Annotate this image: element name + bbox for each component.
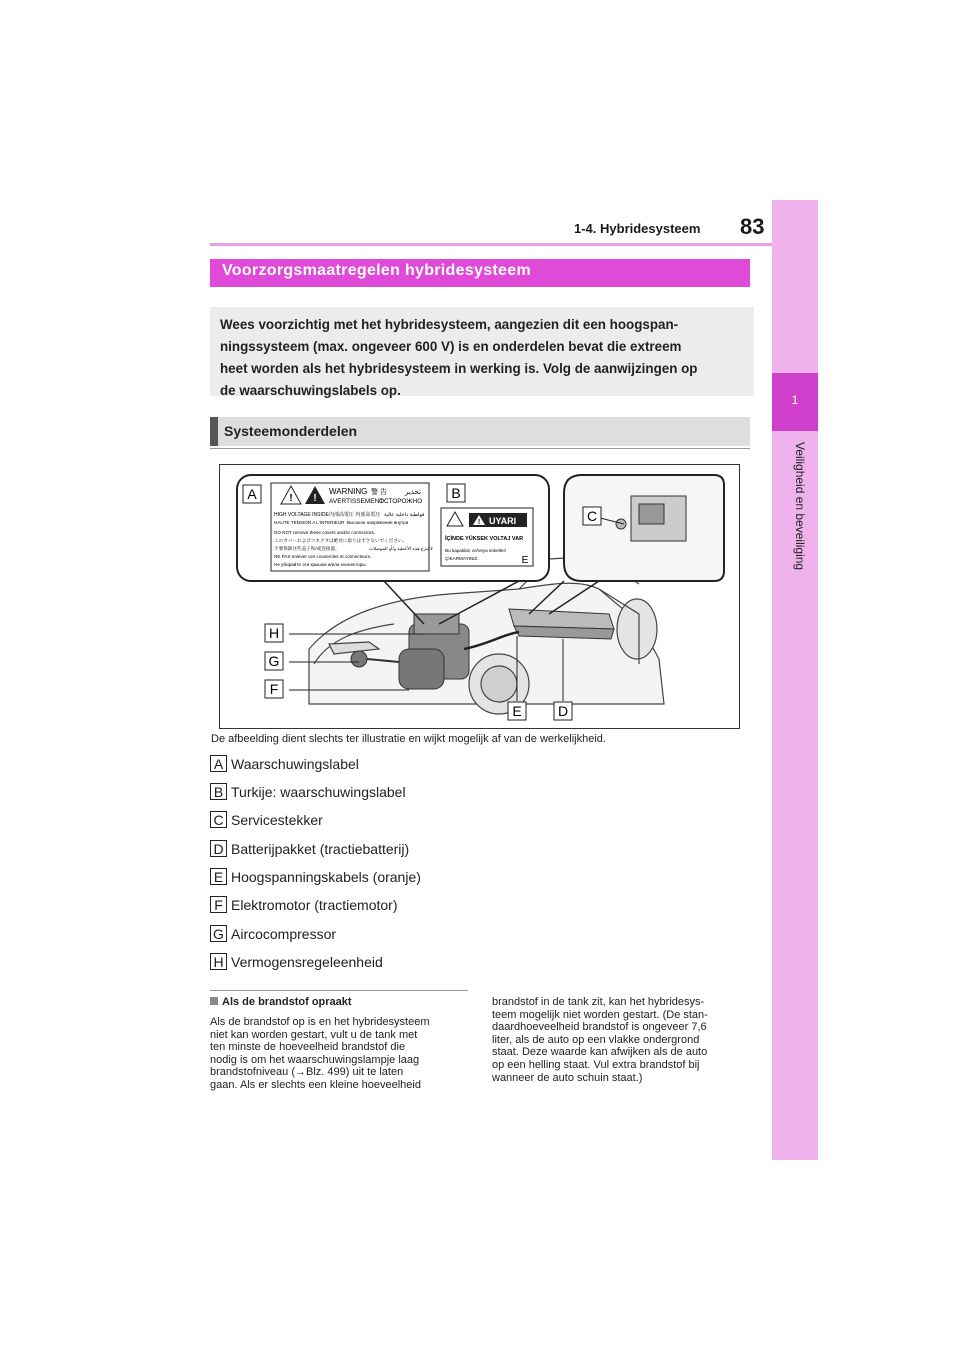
text-line: teem mogelijk niet worden gestart. (De stan- [492, 1008, 708, 1021]
warning-label-b [441, 508, 533, 566]
svg-text:!: ! [289, 493, 293, 504]
legend-letter: G [210, 925, 227, 942]
text-line: gaan. Als er slechts een kleine hoeveelheid [210, 1078, 421, 1091]
svg-text:Высокое напряжение внутри: Высокое напряжение внутри [347, 520, 409, 525]
legend-label: Hoogspanningskabels (oranje) [231, 868, 421, 885]
legend-item [210, 953, 383, 971]
svg-text:Не убирайте эти крышки и/или к: Не убирайте эти крышки и/или коннекторы. [274, 562, 367, 567]
text-line: brandstof in de tank zit, kan het hybridesys- [492, 996, 705, 1008]
svg-text:تحذير: تحذير [405, 489, 421, 496]
svg-text:このカバーおよびコネクタは絶対に取りはずさないでください。: このカバーおよびコネクタは絶対に取りはずさないでください。 [274, 538, 408, 543]
svg-text:不要拆卸这些盖子和/或连接器。: 不要拆卸这些盖子和/或连接器。 [274, 546, 340, 551]
warning-line: Wees voorzichtig met het hybridesysteem, aangezien dit een hoogspan- [220, 317, 679, 332]
legend-letter: H [210, 953, 227, 970]
warning-line: ningssysteem (max. ongeveer 600 V) is en onderdelen bevat die extreem [220, 339, 682, 354]
section-reference: 1-4. Hybridesysteem [574, 221, 701, 236]
legend-item [210, 896, 397, 914]
svg-text:Bu kapakları ve/veya soketleri: Bu kapakları ve/veya soketleri [445, 548, 507, 553]
svg-text:!: ! [313, 493, 317, 504]
legend-letter: D [210, 840, 227, 857]
svg-text:لا تنزع هذه الأغطية و/أو الموص: لا تنزع هذه الأغطية و/أو الموصلات [369, 546, 433, 551]
svg-text:UYARI: UYARI [489, 516, 517, 526]
hybrid-system-illustration [219, 464, 740, 729]
legend-letter: F [210, 896, 227, 913]
legend-item [210, 811, 323, 829]
chapter-side-tab [772, 200, 818, 1160]
svg-text:G: G [268, 653, 280, 669]
text-line: liter, als de auto op een vlakke ondergrond [492, 1033, 700, 1046]
svg-text:NE PAS enlever ces couvercles: NE PAS enlever ces couvercles et connecteurs. [274, 554, 372, 559]
legend-label: Waarschuwingslabel [231, 755, 359, 772]
svg-text:İÇİNDE YÜKSEK VOLTAJ VAR: İÇİNDE YÜKSEK VOLTAJ VAR [445, 536, 524, 542]
svg-text:E: E [512, 703, 522, 719]
svg-text:ÇIKARMAYINIZ.: ÇIKARMAYINIZ. [445, 556, 479, 561]
battery-pack-icon [509, 609, 614, 639]
svg-text:AVERTISSEMENT: AVERTISSEMENT [329, 498, 384, 505]
legend-label: Elektromotor (tractiemotor) [231, 896, 398, 913]
svg-text:WARNING: WARNING [329, 487, 368, 496]
svg-text:ОСТОРОЖНО: ОСТОРОЖНО [379, 498, 423, 505]
legend-label: Vermogensregeleenheid [231, 953, 383, 970]
subheading: Systeemonderdelen [224, 423, 358, 439]
subheading-rule [210, 448, 750, 449]
legend-item [210, 783, 406, 801]
text-line: ten minste de hoeveelheid brandstof die [210, 1041, 406, 1054]
svg-text:B: B [451, 485, 461, 501]
legend-letter: E [210, 868, 227, 885]
chapter-number: 1 [791, 393, 799, 407]
header-rule [210, 243, 790, 246]
svg-text:H: H [268, 625, 280, 641]
svg-text:A: A [247, 486, 257, 502]
legend-label: Turkije: waarschuwingslabel [231, 783, 406, 800]
svg-text:F: F [269, 681, 279, 697]
text-line: nodig is om het waarschuwingslampje laag [210, 1053, 420, 1066]
legend-letter: C [210, 811, 227, 828]
text-line: staat. Deze waarde kan afwijken als de auto [492, 1046, 708, 1059]
warning-line: de waarschuwingslabels op. [220, 383, 401, 398]
warning-line: heet worden als het hybridesysteem in werking is. Volg de aanwijzingen op [220, 361, 698, 376]
svg-text:DO NOT remove these covers and: DO NOT remove these covers and/or connectors. [274, 530, 376, 535]
figure-caption: De afbeelding dient slechts ter illustratie en wijkt mogelijk af van de werkelijkheid. [211, 733, 606, 745]
legend-label: Servicestekker [231, 811, 323, 828]
legend-label: Batterijpakket (tractiebatterij) [231, 840, 410, 857]
legend-label: Aircocompressor [231, 925, 337, 942]
page-number: 83 [740, 214, 765, 239]
warning-box [210, 307, 754, 396]
svg-text:内部高電圧 内部高電圧: 内部高電圧 内部高電圧 [329, 512, 381, 518]
text-line: brandstofniveau (→Blz. 499) uit te laten [210, 1066, 404, 1079]
svg-text:HIGH VOLTAGE INSIDE: HIGH VOLTAGE INSIDE [274, 512, 329, 518]
chapter-label: Veiligheid en beveiliging [793, 442, 807, 571]
svg-text:警 告: 警 告 [371, 489, 387, 496]
svg-text:HAUTE TENSION A L'INTERIEUR: HAUTE TENSION A L'INTERIEUR [274, 520, 345, 525]
fuel-text-right [492, 996, 708, 1084]
text-line: wanneer de auto schuin staat.) [492, 1071, 643, 1084]
warning-label-a [271, 483, 433, 571]
text-line: Als de brandstof op is en het hybridesysteem [210, 1016, 430, 1028]
svg-text:E: E [521, 555, 529, 566]
text-line: daardhoeveelheid brandstof is ongeveer 7,6 [492, 1021, 707, 1034]
fuel-heading [210, 996, 352, 1008]
section-divider [210, 990, 468, 991]
legend-item [210, 925, 336, 943]
legend-letter: A [210, 755, 227, 772]
square-bullet-icon [210, 997, 218, 1005]
fuel-text-left [210, 1016, 430, 1092]
legend-letter: B [210, 783, 227, 800]
text-line: op een helling staat. Vul extra brandstof bij [492, 1058, 700, 1071]
svg-text:C: C [586, 508, 598, 524]
svg-text:فولطية داخلية عالية: فولطية داخلية عالية [384, 512, 425, 518]
legend-item [210, 755, 359, 773]
legend-item [210, 868, 421, 886]
text-line: niet kan worden gestart, vult u de tank met [210, 1028, 418, 1041]
legend-item [210, 840, 409, 858]
svg-text:D: D [557, 703, 569, 719]
section-title: Voorzorgsmaatregelen hybridesysteem [222, 262, 531, 279]
fuel-heading-text: Als de brandstof opraakt [222, 996, 352, 1008]
svg-text:!: ! [477, 519, 481, 526]
